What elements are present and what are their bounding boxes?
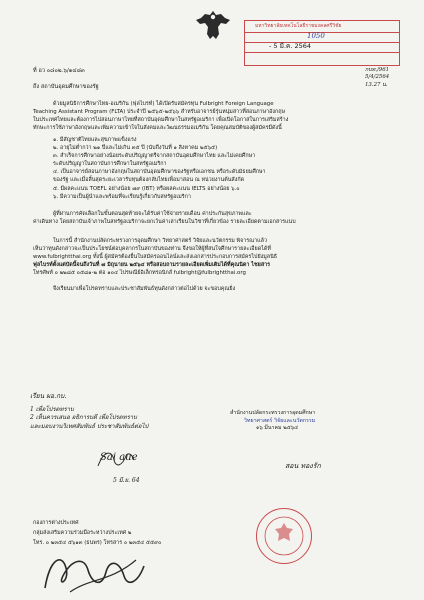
intro-paragraph: [33, 100, 393, 132]
criteria-item: ๑. มีสัญชาติไทยและสุขภาพแข็งแรง: [53, 137, 137, 143]
addressee: ถึง สถาบันอุดมศึกษาของรัฐ: [33, 84, 99, 90]
criteria-item: ๒. อายุไม่ต่ำกว่า ๒๑ ปีและไม่เกิน ๓๕ ปี (นับถึงวันที่ ๑ สิงหาคม ๒๕๖๕): [53, 145, 218, 152]
signatory-line-2: วิทยาศาสตร์ วิจัยและนวัตกรรม: [244, 417, 316, 424]
footer-dept: กองการต่างประเทศ: [33, 520, 79, 526]
annotation-date: 5 มี.ย. 64: [113, 477, 140, 484]
criteria-list: [53, 136, 393, 201]
receipt-number: 1050: [307, 32, 325, 40]
annotation-scribble: [96, 446, 136, 472]
closing-line: www.fulbrightthai.org ทั้งนี้ ผู้สมัครต้องยื่นใบสมัครออนไลน์และส่งเอกสารประกอบการสมัครไปยังมูลนิธิ: [33, 254, 278, 261]
criteria-item: ๓. สำเร็จการศึกษาอย่างน้อยระดับปริญญาตรีจากสถาบันอุดมศึกษาไทย และไม่เคยศึกษา: [53, 153, 256, 160]
criteria-item: ๕. มีผลคะแนน TOEFL อย่างน้อย ๗๙ (IBT) หรือผลคะแนน IELTS อย่างน้อย ๖.๐: [53, 185, 240, 192]
criteria-item: ของรัฐ และเมื่อสิ้นสุดระยะเวลารับทุนต้องกลับไทยเพื่อมาสอน ณ หน่วยงานต้นสังกัด: [53, 177, 245, 184]
signatory-line-1: สำนักงานปลัดกระทรวงการอุดมศึกษา: [230, 410, 316, 416]
ref-time: 13.27 น.: [365, 81, 388, 88]
closing-line: ฟุลไบรท์ตั้งแต่บัดนี้จนถึงวันที่ ๗ มิถุนายน ๒๕๖๔ หรือสอบถามรายละเอียดเพิ่มเติมได้ที่คุณนิดา ไชยสาร: [33, 262, 271, 269]
annotation-to: เรียน ผอ.กบ.: [30, 392, 67, 400]
intro-line: ในประเทศไทยและต้องการไปสอนภาษาไทยที่สถาบันอุดมศึกษาในสหรัฐอเมริกา เพื่อเปิดโอกาสในการเสริมสร้าง: [33, 117, 289, 124]
official-seal-stamp: [256, 508, 312, 564]
benefit-line: ค่าเดินทาง โดยสถาบันเจ้าภาพในสหรัฐอเมริกาจะยกเว้นค่าเล่าเรียนในวิชาที่เกี่ยวข้อง รายละเอียดตามเอกสารแนบ: [33, 219, 296, 226]
footer-section: กลุ่มส่งเสริมความร่วมมือระหว่างประเทศ ๒: [33, 530, 132, 536]
footer-block: [33, 518, 161, 548]
ref-code: กบท./961: [365, 67, 390, 73]
receipt-date: - 5 มี.ค. 2564: [269, 42, 311, 50]
benefit-line: ผู้ที่ผ่านการคัดเลือกในขั้นตอนสุดท้ายจะได้รับค่าใช้จ่ายรายเดือน ค่าประกันสุขภาพและ: [53, 211, 252, 217]
signatory-block: [230, 410, 315, 433]
receipt-stamp: [244, 20, 400, 66]
signatory-date: ๑๖ มีนาคม ๒๕๖๔: [256, 425, 299, 432]
garuda-emblem: [194, 8, 232, 42]
receipt-stamp-title: มหาวิทยาลัยเทคโนโลยีราชมงคลศรีวิชัย: [255, 23, 342, 29]
annotation-item: 1 เพื่อโปรดทราบ: [30, 406, 74, 414]
handwritten-annotation: [30, 392, 148, 431]
criteria-item: ระดับปริญญาในสถาบันการศึกษาในสหรัฐอเมริกา: [53, 161, 167, 168]
document-number: ที่ อว ๐๘๐๒.๖/๑๔๘๓: [33, 68, 85, 74]
closing-line: เห็นว่าทุนดังกล่าวจะเป็นประโยชน์ต่อบุคลากรในสถาบันของท่าน จึงขอให้ผู้ที่สนใจศึกษารายละเอียดได้ที่: [33, 246, 271, 253]
intro-line: ทักษะการใช้ภาษาอังกฤษและเพิ่มความเข้าใจในสังคมและวัฒนธรรมอเมริกัน โดยคุณสมบัติของผู้สมัครมีดังนี้: [33, 125, 282, 132]
ref-date: 5/4/2564: [365, 74, 390, 81]
annotation-item: 2 เห็นควรเสนอ อธิการบดี เพื่อโปรดทราบ: [30, 414, 137, 422]
receipt-stamp-row-2: [245, 42, 399, 53]
criteria-item: ๔. เป็นอาจารย์สอนภาษาอังกฤษในสถาบันอุดมศึกษาของรัฐหรือเอกชน หรือระดับมัธยมศึกษา: [53, 169, 266, 176]
footer-contact: โทร. ๐ ๒๓๕๔ ๕๖๑๓ (ธนพร) โทรสาร ๐ ๒๓๕๔ ๕๕๙๐: [33, 540, 162, 546]
second-signature: สอน ทองรัก: [285, 462, 321, 470]
intro-line: Teaching Assistant Program (FLTA) ประจำปี ๒๕๖๕-๒๕๖๖ สำหรับอาจารย์รุ่นหนุ่มสาวที่สอนภาษาอังกฤษ: [33, 109, 286, 116]
benefit-paragraph: [33, 210, 393, 226]
criteria-item: ๖. มีความเป็นผู้นำและพร้อมที่จะเรียนรู้เกี่ยวกับสหรัฐอเมริกา: [53, 193, 191, 200]
handwritten-scribble: [40, 548, 150, 594]
annotation-signature: Sai aue: [100, 452, 138, 463]
handwritten-ref: [365, 67, 389, 89]
closing-paragraph: [33, 237, 393, 277]
closing-line: โทรศัพท์ ๐ ๒๒๘๕ ๐๕๘๑-๒ ต่อ ๑๐๔ ไปรษณีย์อิเล็กทรอนิกส์ fulbright@fulbrightthai.org: [33, 270, 246, 277]
final-line: จึงเรียนมาเพื่อโปรดทราบและประชาสัมพันธ์ทุนดังกล่าวต่อไปด้วย จะขอบคุณยิ่ง: [53, 286, 236, 292]
intro-line: ด้วยมูลนิธิการศึกษาไทย-อเมริกัน (ฟุลไบรท์) ได้เปิดรับสมัครทุน Fulbright Foreign Language: [53, 101, 274, 107]
closing-line: ในการนี้ สำนักงานปลัดกระทรวงการอุดมศึกษา วิทยาศาสตร์ วิจัยและนวัตกรรม พิจารณาแล้ว: [53, 238, 267, 244]
annotation-item: และมอบงานวิเทศสัมพันธ์ ประชาสัมพันธ์ต่อไป: [30, 422, 149, 430]
